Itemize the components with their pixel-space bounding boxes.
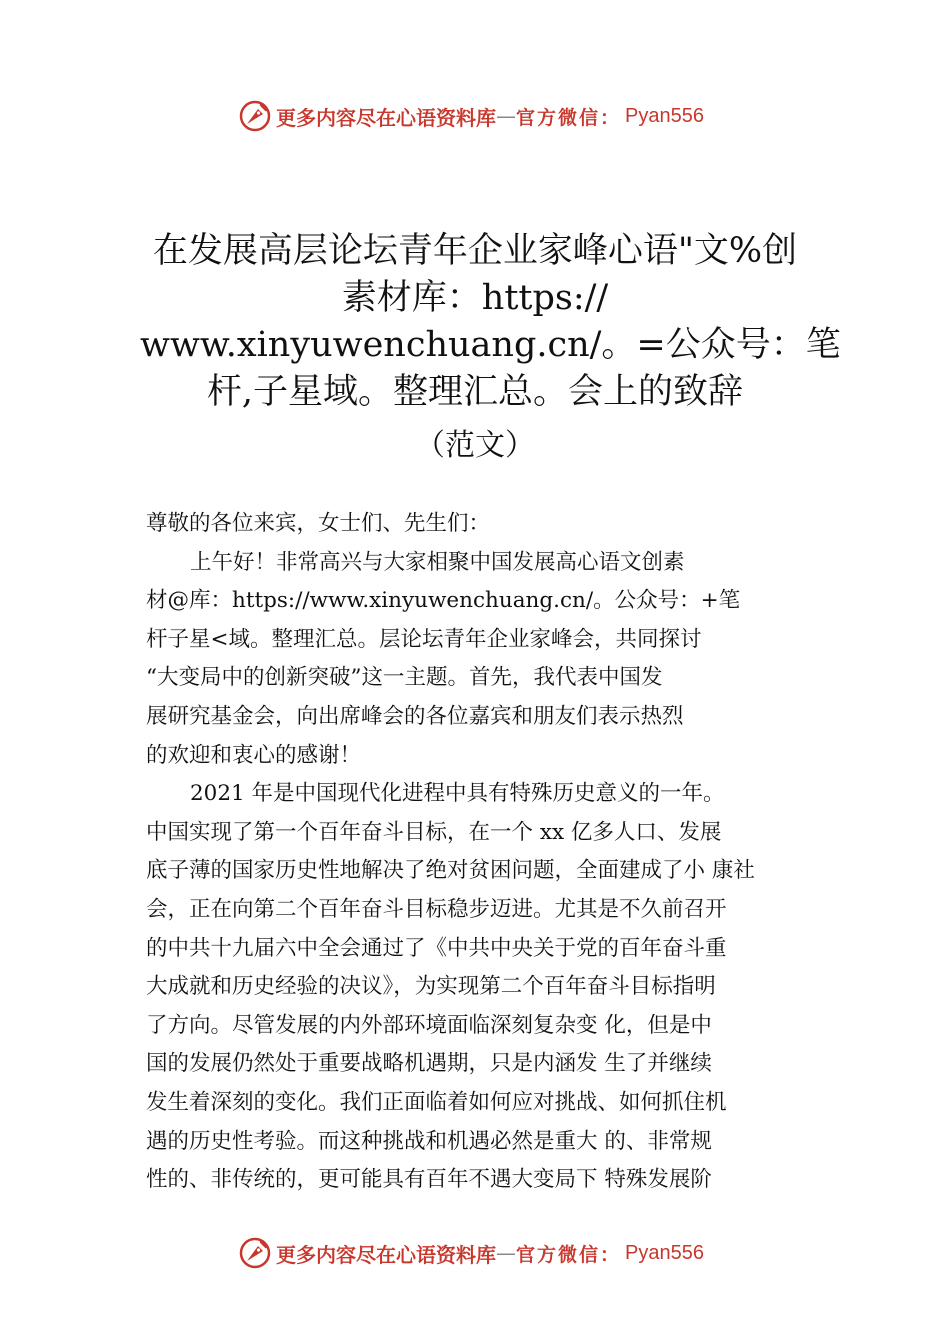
salutation: 尊敬的各位来宾，女士们、先生们： <box>146 511 491 536</box>
document-title <box>140 228 841 416</box>
body-line: 了方向。尽管发展的内外部环境面临深刻复杂变 化，但是中 <box>146 1012 712 1038</box>
banner-dash: — <box>496 104 516 128</box>
body-line: 杆子星<域。整理汇总。层论坛青年企业家峰会，共同探讨 <box>146 626 702 652</box>
body-line: 遇的历史性考验。而这种挑战和机遇必然是重大 的、非常规 <box>146 1128 712 1154</box>
body-line: 大成就和历史经验的决议》，为实现第二个百年奋斗目标指明 <box>146 974 716 1000</box>
body-line: 性的、非传统的，更可能具有百年不遇大变局下 特殊发展阶 <box>146 1167 712 1193</box>
body-line: 国的发展仍然处于重要战略机遇期，只是内涵发 生了并继续 <box>146 1051 712 1077</box>
body-line: 2021 年是中国现代化进程中具有特殊历史意义的一年。 <box>190 781 725 807</box>
body-line: 会，正在向第二个百年奋斗目标稳步迈进。尤其是不久前召开 <box>146 896 727 922</box>
title-line: 在发展高层论坛青年企业家峰心语"文%创 <box>152 231 798 271</box>
banner-wechat-id: Pyan556 <box>625 1241 704 1264</box>
body-line: 展研究基金会，向出席峰会的各位嘉宾和朋友们表示热烈 <box>146 703 684 729</box>
body-line: 的欢迎和衷心的感谢！ <box>146 742 362 768</box>
banner-title: 更多内容尽在心语资料库 <box>276 105 496 130</box>
banner-wechat-label: 官方微信： <box>516 1243 622 1266</box>
body-line: 材@库：https://www.xinyuwenchuang.cn/。公众号：+笔 <box>146 588 741 614</box>
document-subtitle: （范文） <box>415 428 535 463</box>
pen-nib-logo-icon <box>238 1236 272 1270</box>
header-banner <box>238 96 704 136</box>
body-line: 中国实现了第一个百年奋斗目标，在一个 xx 亿多人口、发展 <box>146 819 722 845</box>
body-line: 底子薄的国家历史性地解决了绝对贫困问题，全面建成了小 康社 <box>146 858 755 884</box>
banner-wechat-id: Pyan556 <box>625 104 704 127</box>
title-line: www.xinyuwenchuang.cn/。=公众号：笔 <box>140 325 841 365</box>
banner-wechat-label: 官方微信： <box>516 106 622 129</box>
document-body <box>146 505 826 1200</box>
title-line: 杆,子星域。整理汇总。会上的致辞 <box>206 372 744 412</box>
title-line: 素材库：https:// <box>341 278 609 318</box>
banner-dash: — <box>496 1241 516 1265</box>
banner-title: 更多内容尽在心语资料库 <box>276 1242 496 1267</box>
body-line: 的中共十九届六中全会通过了《中共中央关于党的百年奋斗重 <box>146 935 727 961</box>
body-line: 上午好！非常高兴与大家相聚中国发展高心语文创素 <box>190 549 685 575</box>
body-line: “大变局中的创新突破”这一主题。首先，我代表中国发 <box>146 665 663 691</box>
footer-banner <box>238 1233 704 1273</box>
pen-nib-logo-icon <box>238 99 272 133</box>
body-line: 发生着深刻的变化。我们正面临着如何应对挑战、如何抓住机 <box>146 1089 727 1115</box>
